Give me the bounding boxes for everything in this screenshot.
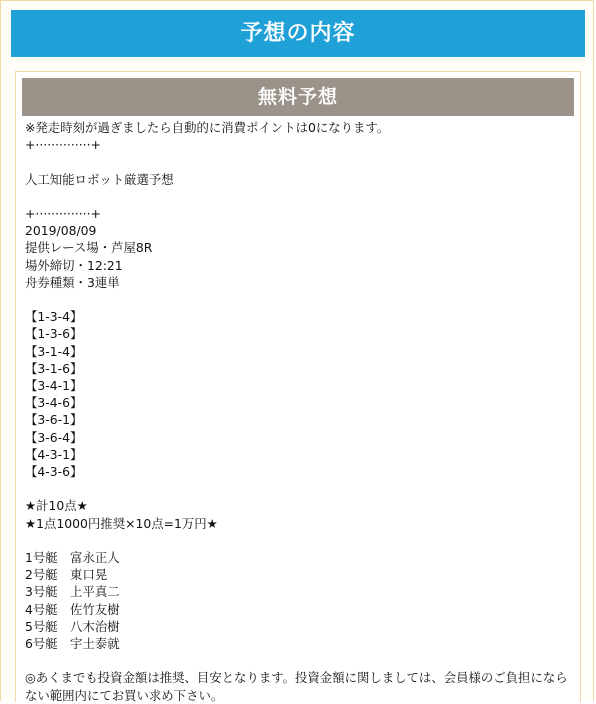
bet-type: 舟券種類・3連単 (25, 274, 120, 290)
disclaimer-text: ◎あくまでも投資金額は推奨、目安となります。投資金額に関しましては、会員様のご負担にならない範囲内にてお買い求め下さい。 (25, 670, 568, 703)
race-deadline: 場外締切・12:21 (25, 257, 123, 273)
spacer (25, 532, 573, 549)
prediction-body (25, 119, 573, 704)
boat-entry: 3号艇 上平真二 (25, 584, 120, 600)
boat-list (25, 549, 573, 652)
combination-list (25, 308, 573, 480)
boat-entry: 2号艇 東口晃 (25, 567, 108, 583)
race-venue: 提供レース場・芦屋8R (25, 240, 153, 256)
page-title: 予想の内容 (11, 10, 585, 57)
separator-top: +··············+ (25, 137, 101, 153)
combination-item: 【4-3-6】 (25, 464, 83, 480)
spacer (25, 153, 573, 170)
notice-text: ※発走時刻が過ぎましたら自動的に消費ポイントは0になります。 (25, 120, 390, 135)
spacer (25, 480, 573, 497)
boat-entry: 1号艇 富永正人 (25, 550, 120, 565)
combination-item: 【4-3-1】 (25, 446, 83, 462)
spacer (25, 188, 573, 205)
spacer (25, 652, 573, 669)
combination-item: 【1-3-4】 (25, 309, 83, 325)
combination-item: 【3-1-6】 (25, 360, 83, 376)
boat-entry: 4号艇 佐竹友樹 (25, 601, 120, 617)
free-prediction-panel (15, 71, 581, 702)
combination-item: 【3-6-4】 (25, 429, 83, 445)
section-title: 無料予想 (22, 78, 574, 116)
combination-item: 【3-4-1】 (25, 378, 83, 393)
combination-item: 【3-4-6】 (25, 395, 83, 411)
combination-item: 【3-6-1】 (25, 412, 83, 428)
combination-item: 【3-1-4】 (25, 343, 83, 359)
bet-recommendation: ★1点1000円推奨×10点=1万円★ (25, 515, 218, 531)
race-date: 2019/08/09 (25, 223, 97, 239)
total-points: ★計10点★ (25, 498, 88, 514)
combination-item: 【1-3-6】 (25, 326, 83, 342)
headline-text: 人工知能ロボット厳選予想 (25, 171, 174, 187)
boat-entry: 5号艇 八木治樹 (25, 618, 120, 634)
separator-bottom: +··············+ (25, 205, 101, 221)
spacer (25, 291, 573, 308)
boat-entry: 6号艇 宇土泰就 (25, 636, 120, 652)
